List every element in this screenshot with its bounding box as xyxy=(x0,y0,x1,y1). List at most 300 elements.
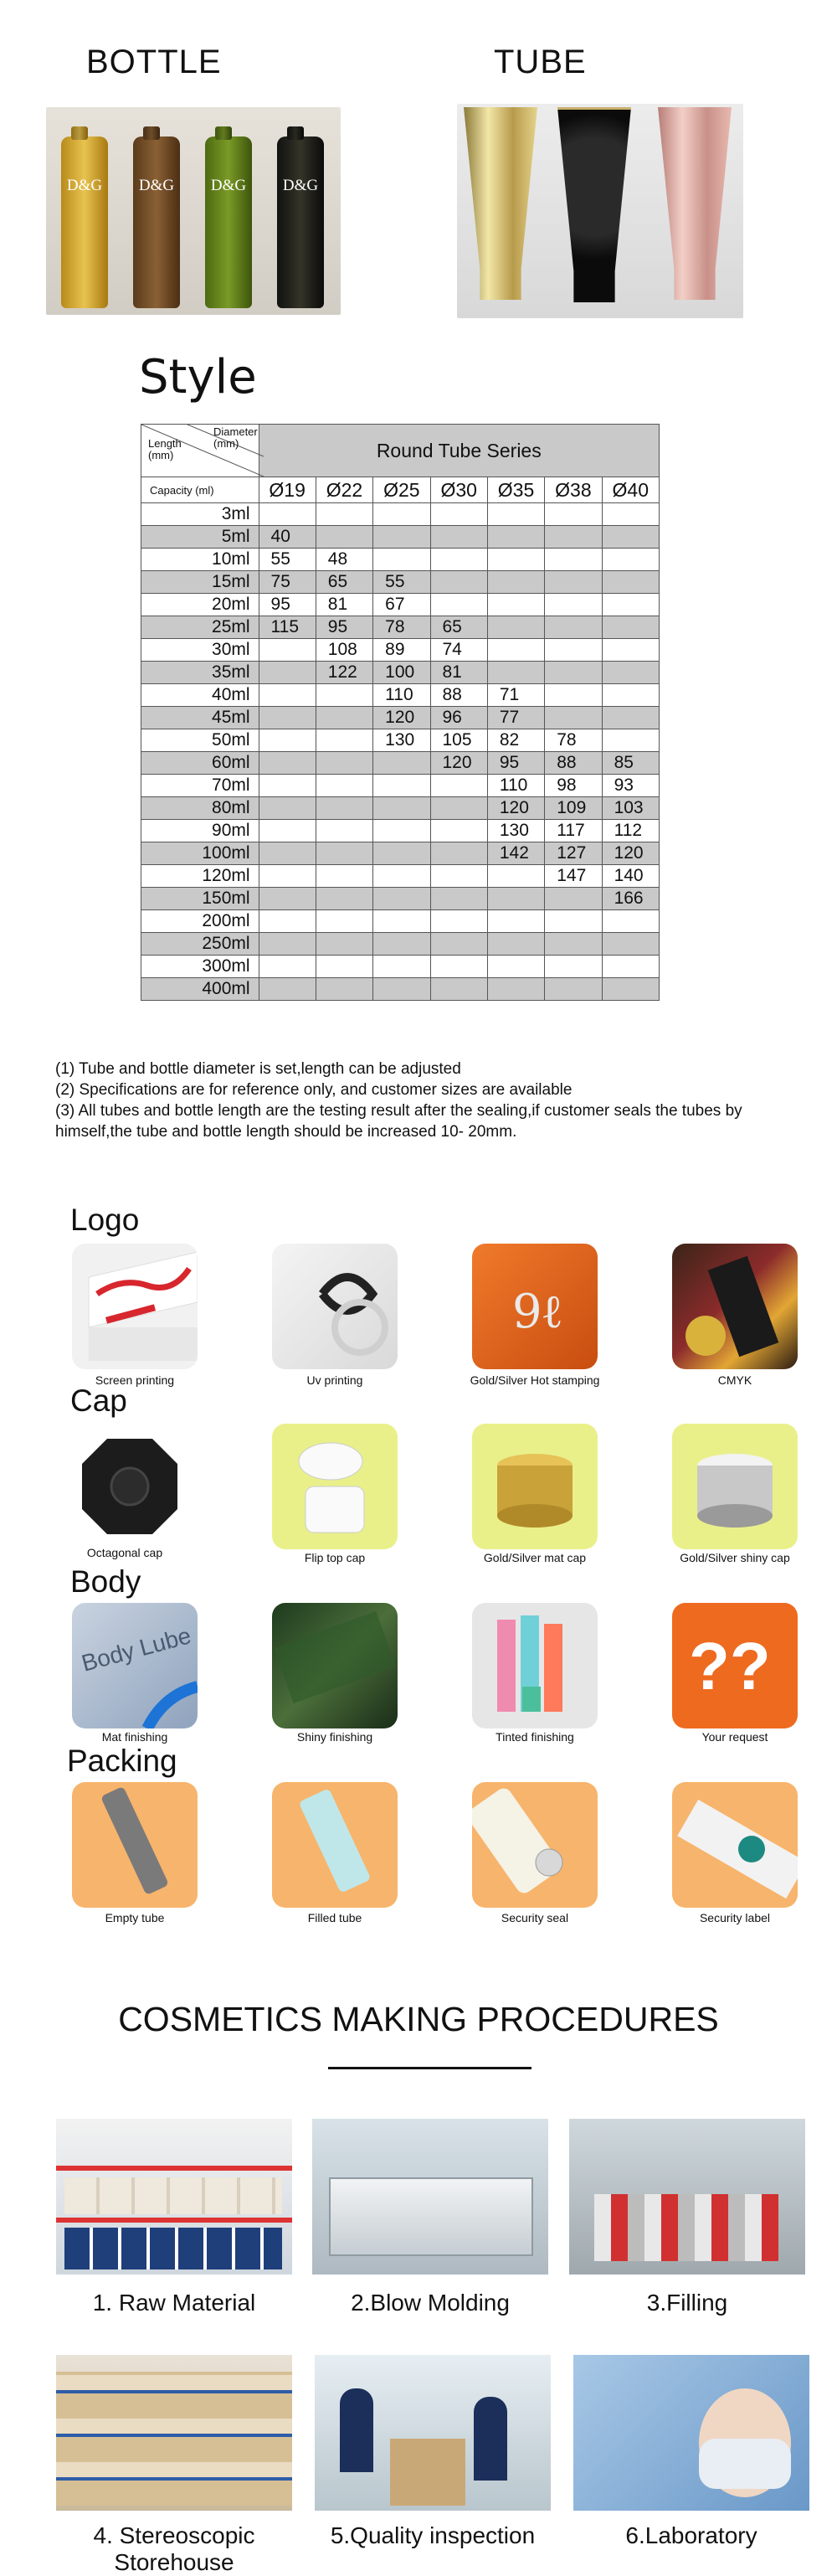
table-row xyxy=(141,775,660,797)
capacity-cell: 20ml xyxy=(141,594,259,616)
quality-inspection-image xyxy=(315,2355,551,2511)
raw-material-image xyxy=(56,2119,292,2275)
length-cell xyxy=(602,662,659,684)
length-cell xyxy=(316,526,372,549)
length-cell xyxy=(430,526,487,549)
length-cell: 100 xyxy=(373,662,430,684)
mat-finishing-art xyxy=(72,1603,198,1728)
length-cell xyxy=(487,933,544,956)
tube-black xyxy=(557,107,631,302)
tinted-finishing-image xyxy=(472,1603,598,1728)
length-cell xyxy=(545,616,602,639)
table-row xyxy=(141,752,660,775)
length-cell: 120 xyxy=(373,707,430,729)
length-cell: 120 xyxy=(430,752,487,775)
length-cell xyxy=(430,797,487,820)
length-cell: 140 xyxy=(602,865,659,888)
flip-top-cap-label: Flip top cap xyxy=(304,1551,366,1564)
svg-text:9: 9 xyxy=(512,1285,542,1339)
length-cell xyxy=(430,978,487,1001)
length-cell xyxy=(545,888,602,910)
length-cell: 95 xyxy=(487,752,544,775)
length-cell xyxy=(487,888,544,910)
storehouse-image xyxy=(56,2355,292,2511)
length-cell xyxy=(487,910,544,933)
mat-finishing-image xyxy=(72,1603,198,1728)
length-cell xyxy=(545,978,602,1001)
filled-tube-art xyxy=(272,1782,398,1908)
length-cell: 120 xyxy=(487,797,544,820)
table-row xyxy=(141,933,660,956)
diameter-column-header: Ø40 xyxy=(602,477,659,503)
security-seal-art xyxy=(472,1782,598,1908)
workers xyxy=(474,2397,507,2481)
diameter-column-header: Ø25 xyxy=(373,477,430,503)
tube-gold xyxy=(464,107,537,300)
length-cell: 55 xyxy=(259,549,316,571)
hot-stamping-image xyxy=(472,1244,598,1369)
length-cell: 108 xyxy=(316,639,372,662)
length-cell xyxy=(373,956,430,978)
length-cell: 112 xyxy=(602,820,659,842)
table-row xyxy=(141,684,660,707)
machine xyxy=(329,2177,533,2256)
table-row xyxy=(141,842,660,865)
length-cell xyxy=(545,503,602,526)
length-cell xyxy=(316,775,372,797)
length-cell xyxy=(259,684,316,707)
length-cell xyxy=(602,639,659,662)
length-cell xyxy=(373,752,430,775)
length-cell xyxy=(373,842,430,865)
step-blow-molding: 2.Blow Molding xyxy=(351,2290,510,2316)
length-cell xyxy=(602,526,659,549)
length-cell xyxy=(545,684,602,707)
length-cell: 65 xyxy=(430,616,487,639)
length-cell xyxy=(373,865,430,888)
length-cell xyxy=(545,933,602,956)
empty-tube-label: Empty tube xyxy=(105,1911,165,1924)
storehouse-boxes xyxy=(56,2372,292,2506)
table-row xyxy=(141,797,660,820)
length-cell: 88 xyxy=(545,752,602,775)
table-row xyxy=(141,503,660,526)
length-cell xyxy=(316,729,372,752)
bottle-brand-label: D&G xyxy=(138,177,175,194)
capacity-cell: 70ml xyxy=(141,775,259,797)
length-cell: 147 xyxy=(545,865,602,888)
length-cell xyxy=(545,910,602,933)
table-row xyxy=(141,729,660,752)
length-cell xyxy=(487,571,544,594)
security-label-image xyxy=(672,1782,798,1908)
length-cell xyxy=(430,820,487,842)
capacity-cell: 120ml xyxy=(141,865,259,888)
length-cell xyxy=(545,594,602,616)
diameter-column-header: Ø30 xyxy=(430,477,487,503)
tinted-finishing-art xyxy=(472,1603,598,1728)
security-label-label: Security label xyxy=(699,1911,771,1924)
length-cell xyxy=(259,842,316,865)
length-cell xyxy=(602,616,659,639)
diameter-column-header: Ø38 xyxy=(545,477,602,503)
length-cell xyxy=(373,820,430,842)
capacity-cell: 300ml xyxy=(141,956,259,978)
length-cell xyxy=(602,910,659,933)
carton xyxy=(390,2439,465,2506)
length-cell xyxy=(430,571,487,594)
length-cell xyxy=(373,526,430,549)
mat-finishing-label: Mat finishing xyxy=(101,1730,168,1744)
diameter-column-header: Ø22 xyxy=(316,477,372,503)
octagonal-cap-image xyxy=(67,1424,193,1549)
capacity-cell: 400ml xyxy=(141,978,259,1001)
length-cell xyxy=(316,684,372,707)
table-row xyxy=(141,978,660,1001)
length-cell xyxy=(430,910,487,933)
bottle-green xyxy=(205,137,252,308)
length-cell xyxy=(430,865,487,888)
capacity-cell: 200ml xyxy=(141,910,259,933)
length-cell: 115 xyxy=(259,616,316,639)
cap-section-title: Cap xyxy=(70,1383,127,1418)
length-cell: 85 xyxy=(602,752,659,775)
length-cell: 127 xyxy=(545,842,602,865)
length-cell: 93 xyxy=(602,775,659,797)
length-cell: 98 xyxy=(545,775,602,797)
note-3: (3) All tubes and bottle length are the testing result after the sealing,if customer seals the tubes by himself,the tube and bottle length should be increased 10- 20mm. xyxy=(55,1102,742,1141)
length-cell xyxy=(259,910,316,933)
length-cell xyxy=(316,956,372,978)
step-laboratory: 6.Laboratory xyxy=(625,2522,757,2548)
shiny-cap-art xyxy=(672,1424,798,1549)
laboratory-image xyxy=(573,2355,809,2511)
step-filling: 3.Filling xyxy=(646,2290,728,2316)
length-cell xyxy=(373,503,430,526)
length-cell xyxy=(602,707,659,729)
length-cell xyxy=(545,549,602,571)
length-cell: 67 xyxy=(373,594,430,616)
table-row xyxy=(141,888,660,910)
capacity-cell: 25ml xyxy=(141,616,259,639)
length-cell: 81 xyxy=(316,594,372,616)
capacity-cell: 250ml xyxy=(141,933,259,956)
table-row xyxy=(141,594,660,616)
table-corner-cell xyxy=(141,425,259,477)
security-seal-image xyxy=(472,1782,598,1908)
shiny-finishing-label: Shiny finishing xyxy=(296,1730,373,1744)
diameter-column-header: Ø35 xyxy=(487,477,544,503)
length-cell xyxy=(259,865,316,888)
logo-section-title: Logo xyxy=(70,1203,140,1237)
question-marks: ?? xyxy=(689,1629,771,1703)
length-cell: 77 xyxy=(487,707,544,729)
blow-molding-image xyxy=(312,2119,548,2275)
note-2: (2) Specifications are for reference only, and customer sizes are available xyxy=(55,1081,573,1099)
length-cell xyxy=(316,933,372,956)
length-cell: 65 xyxy=(316,571,372,594)
capacity-cell: 40ml xyxy=(141,684,259,707)
length-cell xyxy=(487,865,544,888)
capacity-cell: 5ml xyxy=(141,526,259,549)
step-storehouse: 4. Stereoscopic Storehouse xyxy=(93,2522,255,2575)
length-cell xyxy=(316,752,372,775)
length-cell xyxy=(430,549,487,571)
table-row xyxy=(141,956,660,978)
bottle-heading: BOTTLE xyxy=(86,44,222,80)
length-cell xyxy=(259,729,316,752)
capacity-cell: 60ml xyxy=(141,752,259,775)
capacity-cell: 30ml xyxy=(141,639,259,662)
filled-tube-label: Filled tube xyxy=(307,1911,362,1924)
your-request-image xyxy=(672,1603,798,1728)
length-cell: 95 xyxy=(259,594,316,616)
bottle-brand-label: D&G xyxy=(210,177,247,194)
table-row xyxy=(141,865,660,888)
length-cell xyxy=(602,549,659,571)
capacity-header: Capacity (ml) xyxy=(141,477,259,503)
length-cell xyxy=(430,888,487,910)
your-request-label: Your request xyxy=(701,1730,768,1744)
length-cell xyxy=(487,549,544,571)
table-row xyxy=(141,549,660,571)
tube-rose xyxy=(658,107,732,300)
workers xyxy=(340,2388,373,2472)
round-tube-spec-table xyxy=(141,424,660,1001)
length-cell: 81 xyxy=(430,662,487,684)
octagonal-cap-art xyxy=(67,1424,193,1549)
body-section-title: Body xyxy=(70,1564,141,1599)
mat-cap-image xyxy=(472,1424,598,1549)
shiny-cap-label: Gold/Silver shiny cap xyxy=(680,1551,790,1564)
length-cell xyxy=(602,956,659,978)
length-cell xyxy=(545,956,602,978)
body-lube-text: Body Lube xyxy=(79,1622,194,1677)
bottle-photo xyxy=(46,107,341,315)
length-cell: 96 xyxy=(430,707,487,729)
length-cell xyxy=(373,933,430,956)
length-cell xyxy=(545,526,602,549)
length-cell xyxy=(259,820,316,842)
notes xyxy=(55,1059,800,1142)
capacity-cell: 90ml xyxy=(141,820,259,842)
svg-text:ℓ: ℓ xyxy=(541,1285,563,1339)
lab-mask xyxy=(699,2439,791,2489)
length-cell xyxy=(259,978,316,1001)
length-cell xyxy=(259,933,316,956)
length-cell xyxy=(487,662,544,684)
uv-printing-label: Uv printing xyxy=(306,1373,363,1387)
length-cell xyxy=(316,707,372,729)
capacity-cell: 50ml xyxy=(141,729,259,752)
length-cell: 89 xyxy=(373,639,430,662)
length-cell xyxy=(430,842,487,865)
length-cell xyxy=(316,978,372,1001)
filled-tube-image xyxy=(272,1782,398,1908)
length-cell: 103 xyxy=(602,797,659,820)
mat-cap-art xyxy=(472,1424,598,1549)
length-cell: 110 xyxy=(373,684,430,707)
length-cell: 48 xyxy=(316,549,372,571)
shelf xyxy=(56,2166,292,2171)
mat-cap-label: Gold/Silver mat cap xyxy=(483,1551,587,1564)
length-cell: 110 xyxy=(487,775,544,797)
step-raw-material: 1. Raw Material xyxy=(92,2290,256,2316)
table-row xyxy=(141,707,660,729)
cmyk-art xyxy=(672,1244,798,1369)
table-row xyxy=(141,616,660,639)
length-cell xyxy=(545,662,602,684)
length-cell xyxy=(487,503,544,526)
shiny-finishing-art xyxy=(272,1603,398,1728)
length-cell: 88 xyxy=(430,684,487,707)
length-cell xyxy=(602,571,659,594)
diameter-header: Diameter (mm) xyxy=(213,425,258,450)
uv-printing-art xyxy=(272,1244,398,1369)
length-cell xyxy=(373,775,430,797)
length-cell xyxy=(602,729,659,752)
length-cell xyxy=(259,888,316,910)
length-cell xyxy=(259,775,316,797)
length-cell: 75 xyxy=(259,571,316,594)
shiny-finishing-image xyxy=(272,1603,398,1728)
sacks xyxy=(64,2177,282,2214)
table-row xyxy=(141,526,660,549)
table-row xyxy=(141,639,660,662)
length-cell xyxy=(602,933,659,956)
procedures-title: COSMETICS MAKING PROCEDURES xyxy=(118,2000,719,2038)
length-cell: 71 xyxy=(487,684,544,707)
capacity-cell: 45ml xyxy=(141,707,259,729)
diameter-column-header: Ø19 xyxy=(259,477,316,503)
length-cell: 55 xyxy=(373,571,430,594)
capacity-cell: 15ml xyxy=(141,571,259,594)
bottle-brand-label: D&G xyxy=(282,177,319,194)
flip-top-cap-image xyxy=(272,1424,398,1549)
filling-tubes xyxy=(594,2194,778,2261)
table-row xyxy=(141,910,660,933)
length-cell: 117 xyxy=(545,820,602,842)
empty-tube-image xyxy=(72,1782,198,1908)
length-cell xyxy=(430,956,487,978)
bottle-black xyxy=(277,137,324,308)
length-header: Length (mm) xyxy=(148,437,182,461)
capacity-cell: 35ml xyxy=(141,662,259,684)
length-cell xyxy=(316,797,372,820)
shiny-cap-image xyxy=(672,1424,798,1549)
table-row xyxy=(141,820,660,842)
length-cell xyxy=(487,956,544,978)
tube-heading: TUBE xyxy=(494,44,587,80)
length-cell xyxy=(545,707,602,729)
procedures-divider xyxy=(328,2067,531,2069)
tube-photo xyxy=(457,104,743,318)
length-cell xyxy=(487,978,544,1001)
length-cell xyxy=(259,639,316,662)
length-cell xyxy=(602,978,659,1001)
security-seal-label: Security seal xyxy=(501,1911,569,1924)
capacity-cell: 80ml xyxy=(141,797,259,820)
length-cell xyxy=(373,978,430,1001)
screen-printing-label: Screen printing xyxy=(95,1373,175,1387)
tinted-finishing-label: Tinted finishing xyxy=(496,1730,574,1744)
table-row xyxy=(141,571,660,594)
capacity-cell: 150ml xyxy=(141,888,259,910)
capacity-cell: 3ml xyxy=(141,503,259,526)
length-cell xyxy=(259,707,316,729)
screen-printing-image xyxy=(72,1244,198,1369)
bottle-brand-label: D&G xyxy=(66,177,103,194)
shelf xyxy=(56,2218,292,2223)
note-1: (1) Tube and bottle diameter is set,length can be adjusted xyxy=(55,1060,461,1078)
step-quality-inspection: 5.Quality inspection xyxy=(330,2522,536,2548)
length-cell xyxy=(487,526,544,549)
length-cell xyxy=(316,820,372,842)
bottle-brown xyxy=(133,137,180,308)
empty-tube-art xyxy=(72,1782,198,1908)
filling-image xyxy=(569,2119,805,2275)
length-cell: 78 xyxy=(373,616,430,639)
screen-printing-art xyxy=(72,1244,198,1369)
length-cell: 74 xyxy=(430,639,487,662)
length-cell xyxy=(259,956,316,978)
length-cell xyxy=(316,503,372,526)
length-cell xyxy=(316,842,372,865)
length-cell: 166 xyxy=(602,888,659,910)
length-cell xyxy=(259,503,316,526)
length-cell: 130 xyxy=(487,820,544,842)
length-cell xyxy=(316,865,372,888)
barrels xyxy=(64,2228,282,2269)
length-cell xyxy=(487,594,544,616)
cmyk-label: CMYK xyxy=(717,1373,752,1387)
length-cell xyxy=(430,594,487,616)
length-cell: 130 xyxy=(373,729,430,752)
length-cell: 122 xyxy=(316,662,372,684)
length-cell xyxy=(602,503,659,526)
style-title: Style xyxy=(139,350,257,404)
length-cell xyxy=(259,752,316,775)
length-cell xyxy=(487,639,544,662)
packing-section-title: Packing xyxy=(67,1744,177,1778)
security-label-art xyxy=(672,1782,798,1908)
length-cell xyxy=(545,639,602,662)
length-cell xyxy=(602,684,659,707)
uv-printing-image xyxy=(272,1244,398,1369)
length-cell xyxy=(430,775,487,797)
length-cell: 105 xyxy=(430,729,487,752)
length-cell xyxy=(373,549,430,571)
bottle-gold xyxy=(61,137,108,308)
length-cell: 78 xyxy=(545,729,602,752)
length-cell xyxy=(316,910,372,933)
length-cell: 82 xyxy=(487,729,544,752)
length-cell xyxy=(545,571,602,594)
length-cell xyxy=(430,503,487,526)
hot-stamping-label: Gold/Silver Hot stamping xyxy=(470,1373,600,1387)
capacity-cell: 10ml xyxy=(141,549,259,571)
length-cell xyxy=(373,888,430,910)
length-cell xyxy=(259,662,316,684)
length-cell: 40 xyxy=(259,526,316,549)
capacity-cell: 100ml xyxy=(141,842,259,865)
length-cell xyxy=(373,910,430,933)
length-cell: 95 xyxy=(316,616,372,639)
length-cell: 120 xyxy=(602,842,659,865)
length-cell xyxy=(259,797,316,820)
length-cell: 142 xyxy=(487,842,544,865)
hot-stamping-art xyxy=(472,1244,598,1369)
